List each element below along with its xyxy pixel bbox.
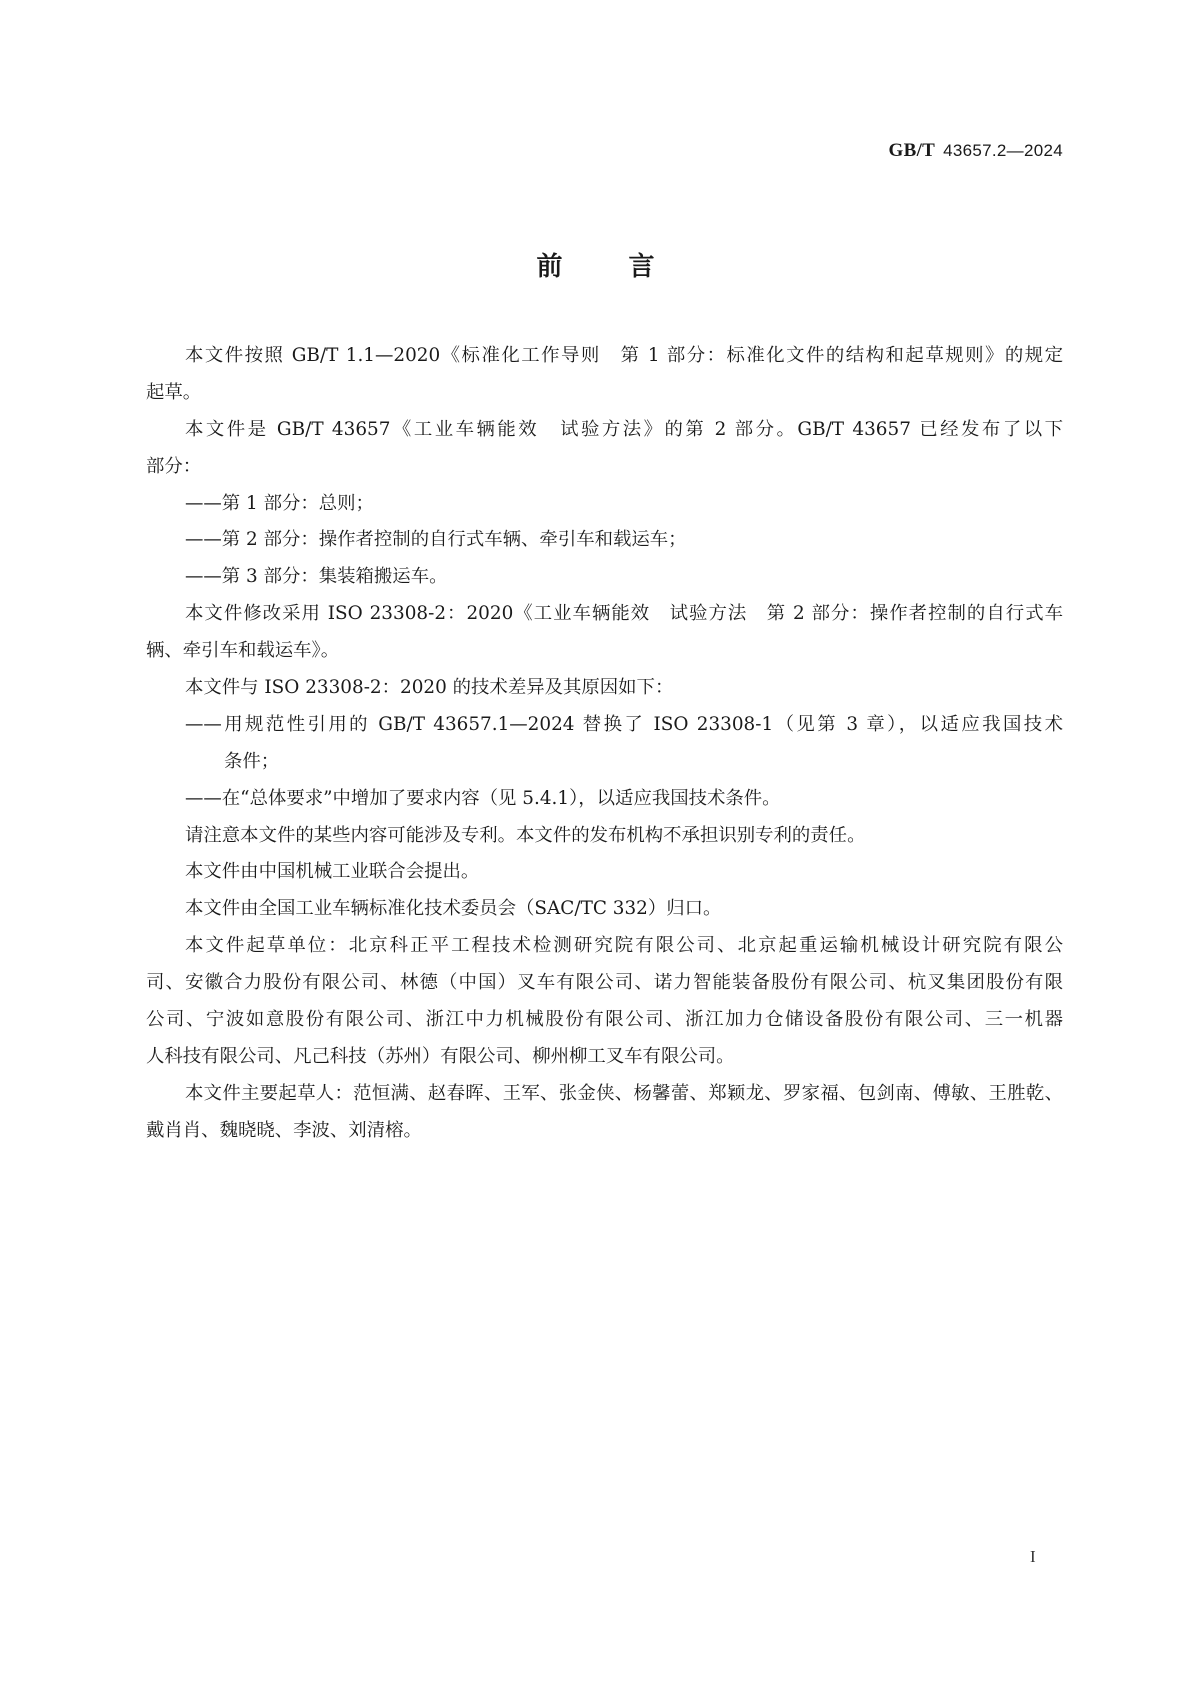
body-line: 本文件由全国工业车辆标准化技术委员会（SAC/TC 332）归口。 bbox=[185, 898, 722, 920]
body-line: 人科技有限公司、凡己科技（苏州）有限公司、柳州柳工叉车有限公司。 bbox=[146, 1045, 735, 1067]
body-line: 条件； bbox=[224, 750, 280, 772]
body-line: 部分： bbox=[146, 455, 202, 477]
body-line: 本文件由中国机械工业联合会提出。 bbox=[185, 861, 480, 883]
page-number: I bbox=[1030, 1547, 1036, 1566]
body-line: 本文件主要起草人：范恒满、赵春晖、王军、张金侠、杨馨蕾、郑颖龙、罗家福、包剑南、傅敏、王胜乾、 bbox=[185, 1082, 1063, 1104]
body-line: ——用规范性引用的 GB/T 43657.1—2024 替换了 ISO 23308-1（见第 3 章），以适应我国技术 bbox=[185, 713, 1063, 735]
foreword-body bbox=[146, 342, 1063, 1154]
body-line: 本文件按照 GB/T 1.1—2020《标准化工作导则 第 1 部分：标准化文件的结构和起草规则》的规定 bbox=[185, 345, 1063, 366]
body-line: ——第 1 部分：总则； bbox=[185, 492, 374, 514]
standard-prefix: GB/T bbox=[888, 140, 936, 161]
body-line: 司、安徽合力股份有限公司、林德（中国）叉车有限公司、诺力智能装备股份有限公司、杭叉集团股份有限 bbox=[146, 972, 1063, 994]
body-line: 本文件与 ISO 23308-2：2020 的技术差异及其原因如下： bbox=[185, 677, 674, 699]
body-line: 本文件是 GB/T 43657《工业车辆能效 试验方法》的第 2 部分。GB/T 43657 已经发布了以下 bbox=[185, 418, 1063, 440]
body-line: 请注意本文件的某些内容可能涉及专利。本文件的发布机构不承担识别专利的责任。 bbox=[185, 824, 866, 846]
title-char-2: 言 bbox=[628, 252, 655, 282]
standard-number: 43657.2—2024 bbox=[943, 141, 1063, 160]
body-line: 本文件修改采用 ISO 23308-2：2020《工业车辆能效 试验方法 第 2 部分：操作者控制的自行式车 bbox=[185, 603, 1063, 625]
page-title bbox=[0, 246, 1191, 283]
title-char-1: 前 bbox=[536, 252, 563, 282]
standard-code-header bbox=[889, 140, 1063, 162]
body-line: 公司、宁波如意股份有限公司、浙江中力机械股份有限公司、浙江加力仓储设备股份有限公司、三一机器 bbox=[146, 1009, 1063, 1031]
body-line: 戴肖肖、魏晓晓、李波、刘清榕。 bbox=[146, 1119, 422, 1141]
body-line: ——第 2 部分：操作者控制的自行式车辆、牵引车和载运车； bbox=[185, 529, 687, 551]
body-line: ——第 3 部分：集装箱搬运车。 bbox=[185, 566, 448, 588]
body-line: 本文件起草单位：北京科正平工程技术检测研究院有限公司、北京起重运输机械设计研究院有限公 bbox=[185, 935, 1063, 957]
body-line: 辆、牵引车和载运车》。 bbox=[146, 640, 340, 662]
body-line: ——在“总体要求”中增加了要求内容（见 5.4.1），以适应我国技术条件。 bbox=[185, 787, 781, 809]
body-line: 起草。 bbox=[146, 381, 202, 403]
